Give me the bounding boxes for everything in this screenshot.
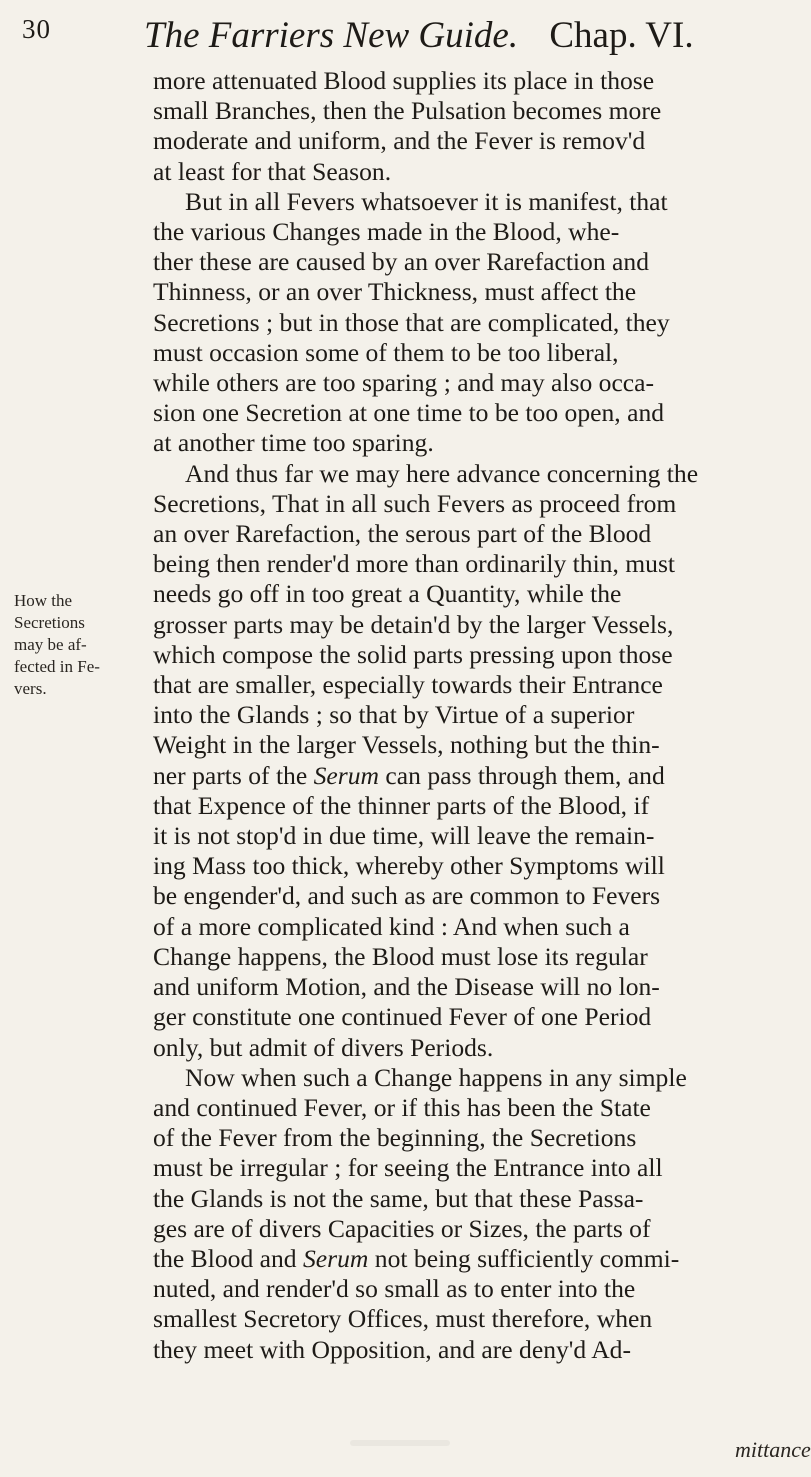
text-line: which compose the solid parts pressing upon those bbox=[153, 639, 673, 669]
text-line: the Blood and Serum not being sufficiently commi- bbox=[153, 1243, 680, 1273]
italic-word: Serum bbox=[313, 760, 380, 790]
text-line: needs go off in too great a Quantity, while the bbox=[153, 579, 622, 609]
page-number: 30 bbox=[22, 14, 51, 44]
text-line: an over Rarefaction, the serous part of the Blood bbox=[153, 519, 652, 549]
italic-word: Serum bbox=[303, 1243, 369, 1273]
text-line: Change happens, the Blood must lose its regular bbox=[153, 941, 648, 971]
text-line: that are smaller, especially towards their Entrance bbox=[153, 670, 663, 700]
text-line: Weight in the larger Vessels, nothing but the thin- bbox=[153, 730, 660, 760]
paragraph-start-line: Now when such a Change happens in any simple bbox=[185, 1062, 687, 1092]
text-line: must be irregular ; for seeing the Entrance into all bbox=[153, 1153, 663, 1183]
running-head bbox=[144, 14, 764, 57]
text-line: ing Mass too thick, whereby other Symptoms will bbox=[153, 851, 665, 881]
text-line: sion one Secretion at one time to be too open, and bbox=[153, 398, 665, 428]
catchword: mittance bbox=[735, 1437, 811, 1462]
text-line: be engender'd, and such as are common to Fevers bbox=[153, 881, 661, 911]
text-line: ger constitute one continued Fever of one Period bbox=[153, 1002, 652, 1032]
margin-note-line: may be af- bbox=[14, 635, 87, 654]
text-line: and uniform Motion, and the Disease will no lon- bbox=[153, 972, 660, 1002]
text-line: the Glands is not the same, but that these Passa- bbox=[153, 1183, 644, 1213]
text-line: that Expence of the thinner parts of the Blood, if bbox=[153, 790, 650, 820]
margin-note-line: How the bbox=[14, 591, 73, 610]
page-smudge bbox=[350, 1440, 450, 1446]
text-line: while others are too sparing ; and may also occa- bbox=[153, 368, 655, 398]
text-line: the various Changes made in the Blood, whe- bbox=[153, 217, 620, 247]
text-line: and continued Fever, or if this has been the State bbox=[153, 1092, 651, 1122]
text-line: being then render'd more than ordinarily thin, must bbox=[153, 549, 676, 579]
text-line: it is not stop'd in due time, will leave the remain- bbox=[153, 821, 655, 851]
text-line: small Branches, then the Pulsation becomes more bbox=[153, 96, 662, 126]
margin-note-line: vers. bbox=[14, 679, 47, 698]
text-line: at least for that Season. bbox=[153, 156, 392, 186]
text-line: nuted, and render'd so small as to enter into the bbox=[153, 1274, 636, 1304]
text-line: of the Fever from the beginning, the Secretions bbox=[153, 1123, 637, 1153]
margin-note-line: Secretions bbox=[14, 613, 85, 632]
text-line: of a more complicated kind : And when such a bbox=[153, 911, 630, 941]
body-text bbox=[153, 66, 785, 1365]
text-line: into the Glands ; so that by Virtue of a superior bbox=[153, 700, 635, 730]
paragraph-start-line: But in all Fevers whatsoever it is manifest, that bbox=[185, 186, 668, 216]
text-line: Thinness, or an over Thickness, must affect the bbox=[153, 277, 637, 307]
text-line: must occasion some of them to be too liberal, bbox=[153, 337, 619, 367]
text-line: moderate and uniform, and the Fever is remov'd bbox=[153, 126, 646, 156]
text-line: more attenuated Blood supplies its place in those bbox=[153, 66, 655, 95]
text-line: Secretions ; but in those that are complicated, they bbox=[153, 307, 670, 337]
text-line: smallest Secretory Offices, must therefore, when bbox=[153, 1304, 653, 1334]
text-line: ner parts of the Serum can pass through them, and bbox=[153, 760, 665, 790]
running-title: The Farriers New Guide. bbox=[144, 15, 519, 56]
text-line: at another time too sparing. bbox=[153, 428, 434, 458]
text-line: ges are of divers Capacities or Sizes, the parts of bbox=[153, 1213, 651, 1243]
text-line: they meet with Opposition, and are deny'd Ad- bbox=[153, 1334, 631, 1364]
text-line: grosser parts may be detain'd by the larger Vessels, bbox=[153, 609, 674, 639]
margin-note-line: fected in Fe- bbox=[14, 657, 100, 676]
paragraph-start-line: And thus far we may here advance concerning the bbox=[185, 458, 699, 488]
text-line: only, but admit of divers Periods. bbox=[153, 1032, 494, 1062]
text-line: Secretions, That in all such Fevers as proceed from bbox=[153, 488, 677, 518]
text-line: ther these are caused by an over Rarefaction and bbox=[153, 247, 649, 277]
margin-note bbox=[14, 590, 104, 700]
chapter-label: Chap. VI. bbox=[549, 15, 694, 56]
